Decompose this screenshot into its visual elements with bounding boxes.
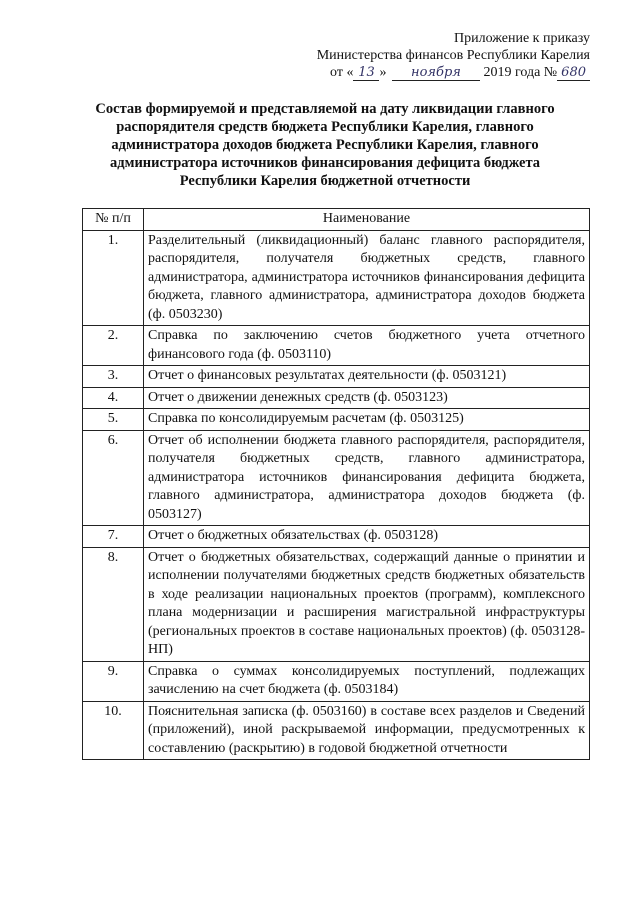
table-row [83, 701, 590, 760]
document-title: Состав формируемой и представляемой на дату ликвидации главного распорядителя средств бюджета Республики Карелия, главного администратора доходов бюджета Республики Карелия, главного администратора источников финансирования дефицита бюджета Республики Карелия бюджетной отчетности [95, 101, 555, 189]
table-header-row [83, 209, 590, 231]
date-prefix: от « [330, 65, 354, 80]
table-row [83, 430, 590, 526]
table-row [83, 526, 590, 548]
row-report-name: Справка по заключению счетов бюджетного учета отчетного финансового года (ф. 0503110) [144, 326, 590, 366]
table-row [83, 409, 590, 431]
table-row [83, 661, 590, 701]
row-report-name: Отчет о движении денежных средств (ф. 0503123) [144, 387, 590, 409]
row-number: 7. [83, 526, 144, 548]
row-number: 3. [83, 366, 144, 388]
order-attachment-header [317, 30, 590, 81]
row-number: 4. [83, 387, 144, 409]
table-row [83, 366, 590, 388]
order-day: 13 [353, 66, 379, 81]
order-date-line [317, 64, 590, 81]
row-report-name: Справка о суммах консолидируемых поступлений, подлежащих зачислению на счет бюджета (ф. 0503184) [144, 661, 590, 701]
row-report-name: Справка по консолидируемым расчетам (ф. 0503125) [144, 409, 590, 431]
table-row [83, 230, 590, 326]
row-number: 8. [83, 547, 144, 661]
row-number: 6. [83, 430, 144, 526]
row-number: 10. [83, 701, 144, 760]
row-report-name: Отчет об исполнении бюджета главного распорядителя, распорядителя, получателя бюджетных средств, главного администратора, администратора источников финансирования дефицита бюджета, главного администратора, администратора доходов бюджета (ф. 0503127) [144, 430, 590, 526]
row-number: 2. [83, 326, 144, 366]
row-report-name: Пояснительная записка (ф. 0503160) в составе всех разделов и Сведений (приложений), иной раскрываемой информации, предусмотренных к составлению (раскрытию) в годовой бюджетной отчетности [144, 701, 590, 760]
table-row [83, 547, 590, 661]
reporting-composition-table [82, 208, 590, 760]
row-report-name: Отчет о финансовых результатах деятельности (ф. 0503121) [144, 366, 590, 388]
row-number: 5. [83, 409, 144, 431]
column-header-number: № п/п [83, 209, 144, 231]
ministry-name: Министерства финансов Республики Карелия [316, 48, 590, 63]
row-report-name: Разделительный (ликвидационный) баланс главного распорядителя, распорядителя, получателя бюджетных средств, главного администратора, администратора источников финансирования дефицита бюджета, главного администратора, администратора доходов бюджета (ф. 0503230) [144, 230, 590, 326]
order-number: 680 [557, 66, 590, 81]
table-row [83, 326, 590, 366]
order-year-text: 2019 года № [483, 65, 558, 80]
row-report-name: Отчет о бюджетных обязательствах, содержащий данные о принятии и исполнении получателями бюджетных средств бюджетных обязательств в ходе реализации национальных проектов (программ), комплексного плана модернизации и расширения магистральной инфраструктуры (региональных проектов в составе национальных проектов) (ф. 0503128-НП) [144, 547, 590, 661]
row-number: 1. [83, 230, 144, 326]
table-body [83, 230, 590, 760]
order-month: ноября [392, 66, 480, 81]
attachment-label: Приложение к приказу [454, 31, 590, 46]
column-header-name: Наименование [144, 209, 590, 231]
row-report-name: Отчет о бюджетных обязательствах (ф. 0503128) [144, 526, 590, 548]
date-mid: » [379, 65, 387, 80]
row-number: 9. [83, 661, 144, 701]
table-row [83, 387, 590, 409]
